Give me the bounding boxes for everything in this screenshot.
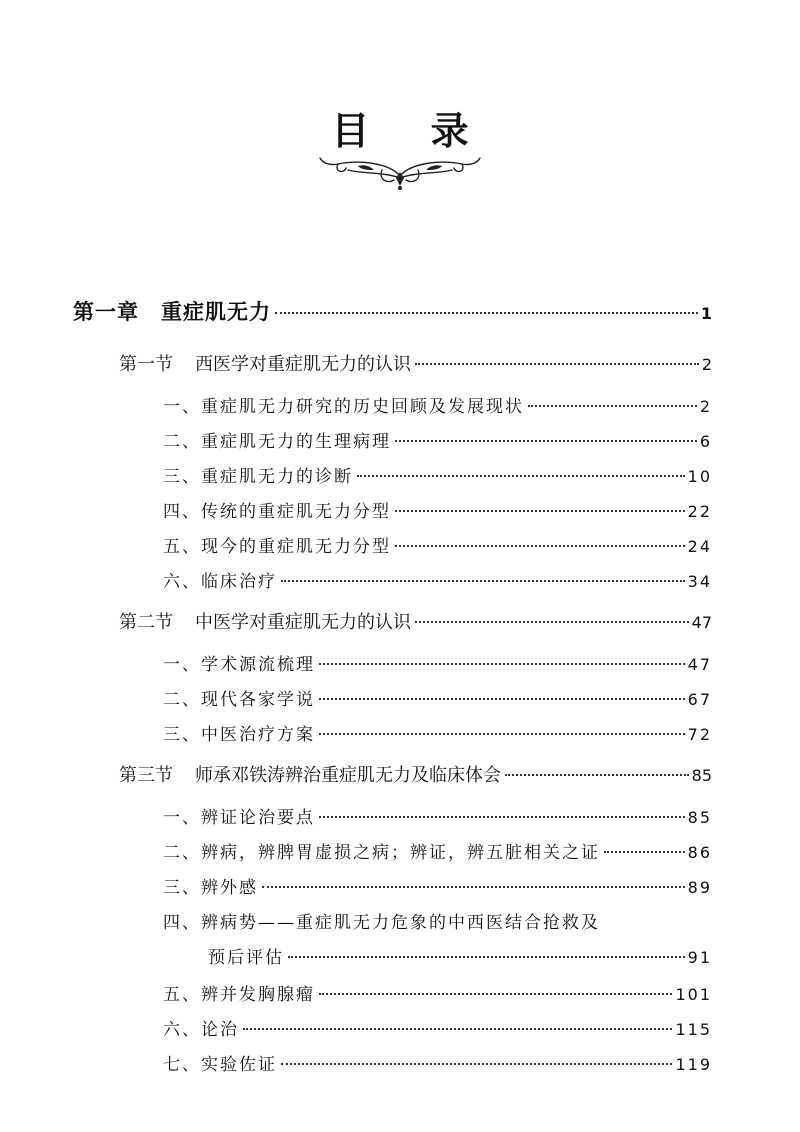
page-number: 22 <box>687 502 712 521</box>
toc-item-continuation[interactable]: 预后评估 91 <box>208 948 712 968</box>
dot-leader <box>281 1063 672 1065</box>
page-number: 101 <box>675 985 712 1004</box>
toc-item[interactable]: 四、传统的重症肌无力分型 22 <box>163 502 712 522</box>
toc-chapter-1[interactable]: 第一章 重症肌无力 1 <box>73 300 712 324</box>
toc-item[interactable]: 七、实验佐证 119 <box>163 1055 712 1075</box>
dot-leader <box>415 363 699 365</box>
toc-item[interactable]: 五、辨并发胸腺瘤 101 <box>163 985 712 1005</box>
page-number: 86 <box>687 843 712 862</box>
dot-leader <box>415 621 689 623</box>
dot-leader <box>395 510 685 512</box>
dot-leader <box>243 1028 672 1030</box>
page-number: 85 <box>691 766 712 785</box>
toc-item[interactable]: 六、论治 115 <box>163 1020 712 1040</box>
dot-leader <box>395 545 685 547</box>
toc-item[interactable]: 二、辨病，辨脾胃虚损之病；辨证，辨五脏相关之证 86 <box>163 843 712 863</box>
toc-item[interactable]: 二、重症肌无力的生理病理 6 <box>163 432 712 452</box>
page-number: 119 <box>675 1055 712 1074</box>
page-number: 89 <box>687 878 712 897</box>
toc-item[interactable]: 一、学术源流梳理 47 <box>163 655 712 675</box>
toc-item-first-line[interactable]: 四、辨病势——重症肌无力危象的中西医结合抢救及 <box>163 913 600 933</box>
page-number: 24 <box>687 537 712 556</box>
dot-leader <box>319 816 685 818</box>
page-number: 2 <box>701 355 712 374</box>
page-number: 10 <box>687 467 712 486</box>
dot-leader <box>319 733 685 735</box>
toc-item[interactable]: 六、临床治疗 34 <box>163 572 712 592</box>
toc-item[interactable]: 三、辨外感 89 <box>163 878 712 898</box>
toc-item[interactable]: 三、中医治疗方案 72 <box>163 725 712 745</box>
toc-item[interactable]: 一、辨证论治要点 85 <box>163 808 712 828</box>
dot-leader <box>357 475 685 477</box>
dot-leader <box>262 886 685 888</box>
page-number: 6 <box>699 432 712 451</box>
page-number: 2 <box>699 397 712 416</box>
page-number: 115 <box>675 1020 712 1039</box>
toc-item[interactable]: 二、现代各家学说 67 <box>163 690 712 710</box>
dot-leader <box>319 698 685 700</box>
dot-leader <box>505 774 689 776</box>
page-number: 67 <box>687 690 712 709</box>
dot-leader <box>319 993 672 995</box>
dot-leader <box>288 956 685 958</box>
page-number: 34 <box>687 572 712 591</box>
toc-section-3[interactable]: 第三节 师承邓铁涛辨治重症肌无力及临床体会 85 <box>119 765 712 786</box>
page-number: 91 <box>687 948 712 967</box>
toc-section-2[interactable]: 第二节 中医学对重症肌无力的认识 47 <box>119 612 712 633</box>
page-title: 目 录 <box>331 109 493 153</box>
dot-leader <box>275 312 698 314</box>
toc-item[interactable]: 一、重症肌无力研究的历史回顾及发展现状 2 <box>163 397 712 417</box>
page-number: 47 <box>691 613 712 632</box>
ornament-divider-icon <box>318 152 482 192</box>
dot-leader <box>604 851 685 853</box>
toc-item[interactable]: 五、现今的重症肌无力分型 24 <box>163 537 712 557</box>
toc-item[interactable]: 三、重症肌无力的诊断 10 <box>163 467 712 487</box>
page-number: 47 <box>687 655 712 674</box>
dot-leader <box>528 405 697 407</box>
page-number: 85 <box>687 808 712 827</box>
page-number: 72 <box>687 725 712 744</box>
page-number: 1 <box>700 304 712 323</box>
dot-leader <box>395 440 697 442</box>
dot-leader <box>319 663 685 665</box>
dot-leader <box>281 580 685 582</box>
toc-section-1[interactable]: 第一节 西医学对重症肌无力的认识 2 <box>119 354 712 375</box>
